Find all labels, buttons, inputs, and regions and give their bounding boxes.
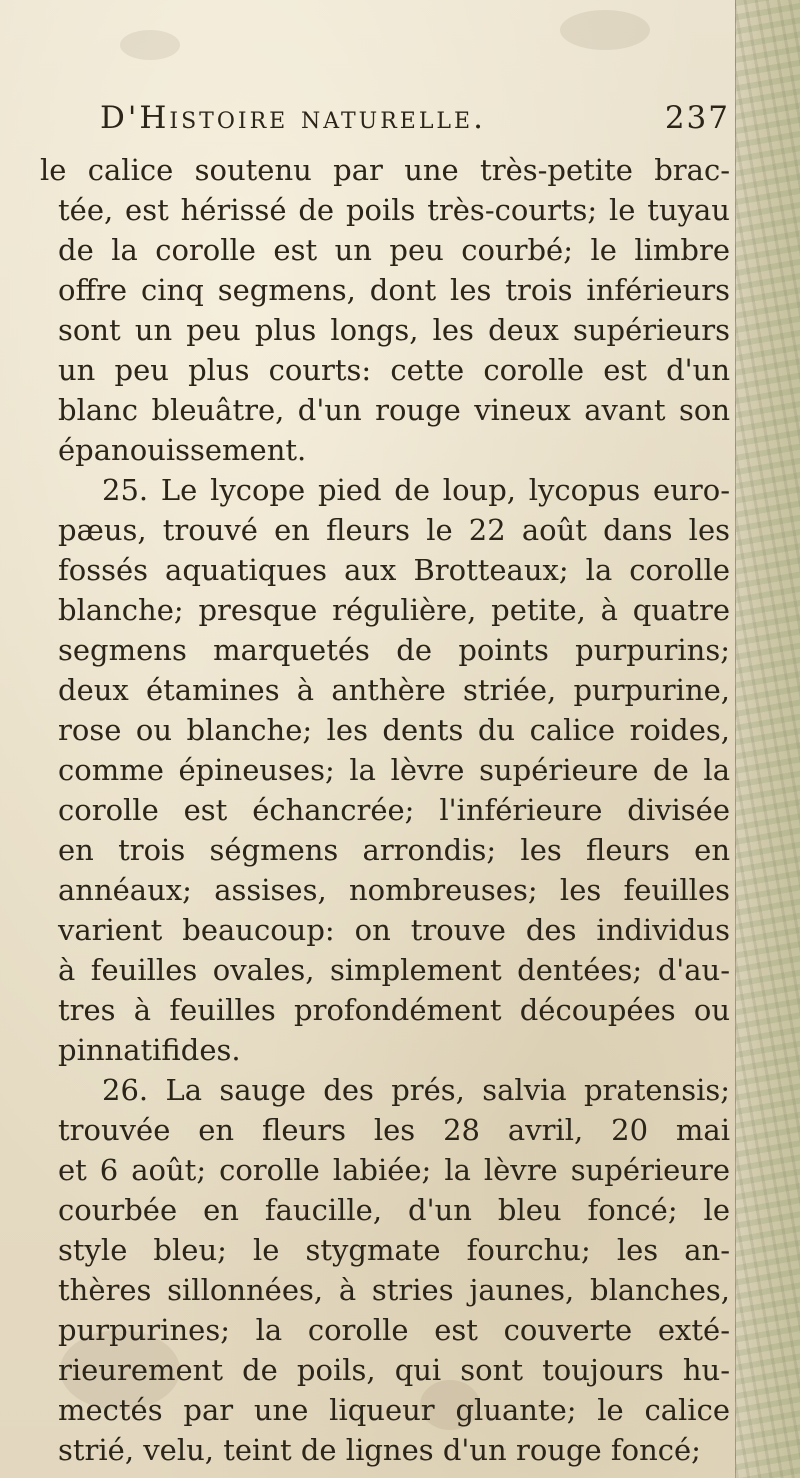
text-line: tres à feuilles profondément découpées ou [58,993,730,1027]
text-line: thères sillonnées, à stries jaunes, blanches, [58,1273,730,1307]
paper-stain [120,30,180,60]
text-line: blanc bleuâtre, d'un rouge vineux avant son [58,393,730,427]
text-line: offre cinq segmens, dont les trois inférieurs [58,273,730,307]
text-line: rieurement de poils, qui sont toujours hu- [58,1353,730,1387]
text-line: comme épineuses; la lèvre supérieure de la [58,753,730,787]
text-line: courbée en faucille, d'un bleu foncé; le [58,1193,730,1227]
text-line: le calice soutenu par une très-petite brac- [40,153,730,187]
text-line: annéaux; assises, nombreuses; les feuilles [58,873,730,907]
text-line: pinnatifides. [58,1033,241,1067]
text-line: rose ou blanche; les dents du calice roides, [58,713,730,747]
text-line: style bleu; le stygmate fourchu; les an- [58,1233,730,1267]
text-line: blanche; presque régulière, petite, à quatre [58,593,730,627]
adjacent-page-edge [735,0,800,1478]
text-line: strié, velu, teint de lignes d'un rouge foncé; [58,1433,701,1467]
text-line: corolle est échancrée; l'inférieure divisée [58,793,730,827]
text-line: tée, est hérissé de poils très-courts; le tuyau [58,193,730,227]
text-line: et 6 août; corolle labiée; la lèvre supérieure [58,1153,730,1187]
page-number: 237 [664,100,730,136]
text-line: épanouissement. [58,433,307,467]
text-line: pæus, trouvé en fleurs le 22 août dans les [58,513,730,547]
text-line: un peu plus courts: cette corolle est d'un [58,353,730,387]
page-header [100,100,730,140]
text-line: deux étamines à anthère striée, purpurine, [58,673,730,707]
text-line: à feuilles ovales, simplement dentées; d'au- [58,953,730,987]
text-line: 26. La sauge des prés, salvia pratensis; [102,1073,730,1107]
text-line: trouvée en fleurs les 28 avril, 20 mai [58,1113,730,1147]
text-line: mectés par une liqueur gluante; le calice [58,1393,730,1427]
text-line: sont un peu plus longs, les deux supérieurs [58,313,730,347]
running-title: D'Histoire naturelle. [100,100,486,136]
text-line: 25. Le lycope pied de loup, lycopus euro- [102,473,730,507]
body-text [40,150,730,1470]
text-line: segmens marquetés de points purpurins; [58,633,730,667]
text-line: de la corolle est un peu courbé; le limbre [58,233,730,267]
paper-stain [560,10,650,50]
text-line: fossés aquatiques aux Brotteaux; la corolle [58,553,730,587]
text-line: en trois ségmens arrondis; les fleurs en [58,833,730,867]
text-line: varient beaucoup: on trouve des individus [58,913,730,947]
text-line: purpurines; la corolle est couverte exté- [58,1313,730,1347]
